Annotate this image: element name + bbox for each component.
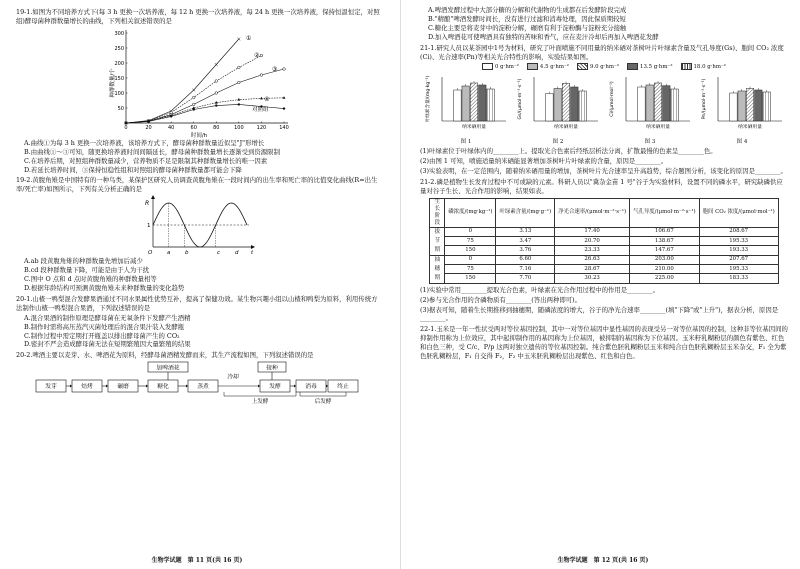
q19-1-option-a: A.曲线①为每 3 h 更换一次培养液，该培养方式下，酵母菌种群数量近似呈"J"形增长 bbox=[24, 138, 265, 147]
fig1-point bbox=[260, 54, 263, 57]
fig1-point bbox=[215, 92, 218, 95]
fig1-x-tick-label: 140 bbox=[279, 124, 289, 131]
cell: 3.13 bbox=[496, 227, 555, 236]
beer-process-flowchart bbox=[34, 361, 364, 405]
bar-0 bbox=[454, 90, 462, 121]
q20-2-stem: 20-2.啤酒主要以麦芽、水、啤酒花为原料，经酵母菌酒精发酵而来，其生产流程如图，下列叙述错误的是 bbox=[16, 351, 314, 360]
q20-2-option-b: B."精酿"啤酒发酵时间长，没有进行过滤和消毒处理，因此保质期较短 bbox=[428, 14, 626, 23]
bar-chart-ylabel: Pn/(μmol·m⁻²·s⁻¹) bbox=[702, 79, 707, 120]
cell: 3.76 bbox=[496, 246, 555, 255]
bar-chart-ylabel: 叶绿素含量/(mg·kg⁻¹) bbox=[426, 75, 431, 123]
bar-chart-ylabel: Ci/(μmol·mol⁻¹) bbox=[610, 81, 615, 118]
table-row bbox=[430, 246, 778, 255]
q21-1-sub2: (2)由图 1 可知，喷施适量纳米硒能显著增加茶树叶片叶绿素的含量，原因是________。 bbox=[420, 157, 668, 166]
chart-3-caption: 图 3 bbox=[644, 139, 656, 146]
fig1-point bbox=[193, 108, 195, 110]
bar-chart-xlabel: 纳米硒用量 bbox=[738, 125, 762, 131]
cell: 20.70 bbox=[555, 237, 630, 246]
legend-item-3: 13.5 g·hm⁻² bbox=[627, 63, 672, 72]
fig1-y-tick-label: 100 bbox=[114, 90, 124, 97]
phosphorus-table bbox=[429, 198, 778, 284]
th-gs: 气孔导度/(μmol·m⁻²·s⁻¹) bbox=[630, 198, 700, 227]
flow-top-inoculate: 接种 bbox=[266, 365, 278, 372]
th-stage: 生长阶段 bbox=[430, 198, 445, 227]
q20-2-option-a: A.啤酒发酵过程中大部分糖的分解和代谢物的生成都在后发酵阶段完成 bbox=[428, 6, 627, 14]
legend-item-2: 9.0 g·hm⁻² bbox=[577, 63, 619, 72]
stage-heading: 抽穗期 bbox=[430, 255, 445, 283]
q19-1-option-c: C.在培养后期，对照组种群数量减少，营养物质不足是限制其种群数量增长的唯一因素 bbox=[24, 156, 268, 165]
q22-1-stem: 22-1.玉米是一年一性状受两对等位基因控制，其中一对等位基因中显性基因的表现受另一对等位基因的控制，这种非等位基因间的抑制作用称为上位效应，其中起抑制作用的基因称为上位基因，被抑制的基因称为下位基因。玉米籽乳糊粉层的颜色有紫色、红色和白色三种，受 C/c、P/p 这两对独立遗传的等位基因控制。纯合紫色胚乳糊粉层玉米和纯合白色胚乳糊粉层玉米杂交，F₁ 全为紫色胚乳糊粉层，F₁ 自交得 F₂，F₂ 中玉米胚乳糊粉层出现紫色、红色和白色。 bbox=[420, 325, 788, 361]
bar-9.0 bbox=[470, 83, 478, 121]
legend-item-4: 18.0 g·hm⁻² bbox=[681, 63, 726, 72]
cell: 207.67 bbox=[699, 255, 778, 264]
q20-2-option-c: C.糖化主要是将麦芽中的淀粉分解，碾磨有利于淀粉酶与淀粉充分接触 bbox=[428, 23, 627, 32]
flow-sub-post-ferment: 后发酵 bbox=[314, 399, 332, 406]
q20-1-stem: 20-1.山楂一鸭梨混合发酵果酒通过不同水果属性优势互补，提高了保健功效。某生物兴趣小组以山楂和鸭梨为原料，利用传统方法制作山楂一鸭梨混合果酒，下列叙述错误的是 bbox=[16, 294, 378, 312]
flow-sub-main-ferment: 上发酵 bbox=[251, 399, 269, 406]
gs-bar-chart bbox=[514, 73, 602, 135]
bar-4.5 bbox=[554, 89, 562, 122]
fig1-y-tick-label: 50 bbox=[117, 105, 124, 112]
bar-18.0 bbox=[487, 89, 495, 121]
fig2-label-a: a bbox=[167, 250, 171, 257]
fig2-label-o: O bbox=[148, 250, 153, 257]
q19-2-option-a: A.ab 段黄腹角雉的种群数量先增加后减少 bbox=[24, 257, 143, 266]
q19-2-option-c: C.图中 O 点和 d 点时黄腹角雉的种群数量相等 bbox=[24, 275, 157, 284]
cell: 193.33 bbox=[699, 246, 778, 255]
q19-2-option-b: B.cd 段种群数量下降，可能是由于人为干扰 bbox=[24, 266, 150, 275]
cell: 106.67 bbox=[630, 227, 700, 236]
th-pn: 净光合速率/(μmol·m⁻²·s⁻¹) bbox=[555, 198, 630, 227]
fig1-x-tick-label: 40 bbox=[167, 124, 175, 131]
cell: 6.60 bbox=[496, 255, 555, 264]
flow-label-7: 消毒 bbox=[305, 384, 317, 391]
fig1-point bbox=[192, 88, 195, 91]
chlorophyll-bar-chart bbox=[422, 73, 510, 135]
cell: 210.00 bbox=[630, 265, 700, 274]
cell: 30.23 bbox=[555, 274, 630, 283]
r-ratio-chart bbox=[139, 195, 259, 257]
bar-13.5 bbox=[479, 85, 487, 121]
bar-chart-ylabel: Gs/(μmol·m⁻²·s⁻¹) bbox=[518, 78, 523, 120]
cell: 183.33 bbox=[699, 274, 778, 283]
table-row bbox=[430, 265, 778, 274]
footer-right: 生物学试题 第 12 页(共 16 页) bbox=[557, 557, 649, 565]
fig1-point bbox=[238, 81, 241, 84]
cell: 150 bbox=[445, 246, 496, 255]
bar-18.0 bbox=[579, 91, 587, 121]
ci-bar-chart bbox=[606, 73, 694, 135]
chart-4 bbox=[698, 73, 786, 147]
fig1-x-tick-label: 100 bbox=[234, 124, 244, 131]
legend-item-1: 4.5 g·hm⁻² bbox=[527, 63, 569, 72]
cell: 195.33 bbox=[699, 265, 778, 274]
cell: 208.67 bbox=[699, 227, 778, 236]
chart-1 bbox=[422, 73, 510, 147]
bar-13.5 bbox=[755, 90, 763, 121]
fig2-label-b: b bbox=[185, 250, 189, 257]
fig1-point bbox=[283, 68, 286, 71]
fig1-series-line-1 bbox=[126, 55, 261, 123]
fig1-point bbox=[215, 63, 218, 66]
cell: 17.40 bbox=[555, 227, 630, 236]
bar-4.5 bbox=[462, 86, 470, 121]
fig1-point bbox=[215, 104, 217, 106]
flow-top-hops: 加啤酒花 bbox=[156, 365, 180, 372]
fig1-point bbox=[283, 107, 285, 109]
fig1-y-tick-label: 150 bbox=[114, 75, 124, 82]
fig1-point bbox=[260, 74, 263, 77]
fig1-ylabel: 种群数量/个 bbox=[110, 68, 116, 98]
chart-2-caption: 图 2 bbox=[552, 139, 564, 146]
fig1-x-tick-label: 20 bbox=[145, 124, 152, 131]
flow-label-cool: 冷却 bbox=[227, 374, 239, 381]
cell: 26.63 bbox=[555, 255, 630, 264]
chart-1-caption: 图 1 bbox=[460, 139, 472, 146]
bar-9.0 bbox=[654, 83, 662, 121]
page-left bbox=[0, 0, 394, 569]
flow-label-4: 蒸煮 bbox=[197, 384, 209, 391]
legend-item-0: 0 g·hm⁻² bbox=[482, 63, 519, 72]
th-ci: 胞间 CO₂ 浓度/(μmol·mol⁻¹) bbox=[699, 198, 778, 227]
th-p: 磷浓度/(mg·kg⁻¹) bbox=[445, 198, 496, 227]
fig1-label-2: ② bbox=[254, 51, 260, 59]
bar-4.5 bbox=[738, 91, 746, 121]
fig1-point bbox=[238, 103, 240, 105]
flow-arrow-head bbox=[186, 385, 188, 388]
fig2-label-d: d bbox=[235, 250, 239, 257]
table-row bbox=[430, 227, 778, 236]
fig1-label-ctrl: 对照组 bbox=[252, 106, 269, 113]
bar-chart-legend bbox=[420, 63, 788, 72]
bar-13.5 bbox=[571, 87, 579, 121]
bar-4.5 bbox=[646, 85, 654, 121]
fig1-point bbox=[238, 66, 241, 69]
flow-arrow-head bbox=[106, 385, 108, 388]
flow-label-8: 终止 bbox=[337, 384, 349, 391]
bar-18.0 bbox=[763, 92, 771, 121]
q19-1-stem: 19-1.如图为不同培养方式下(每 3 h 更换一次培养液，每 12 h 更换一次培养液，每 24 h 更换一次培养液，保持恒温恒定，对照组)酵母菌种群数量增长的曲线，下列相关叙述错误的是 bbox=[16, 8, 380, 25]
cell: 7.70 bbox=[496, 274, 555, 283]
q20-1-option-d: D.密封不严会造成酵母菌无法在短期繁殖因大量繁殖的结果 bbox=[24, 340, 191, 349]
cell: 0 bbox=[445, 227, 496, 236]
cell: 75 bbox=[445, 237, 496, 246]
flow-label-2: 碾磨 bbox=[117, 384, 129, 391]
q19-1-option-b: B.由曲线①～③可知，随更换培养液时间间隔延长，酵母菌种群数量增长逐渐受到资源限制 bbox=[24, 147, 280, 156]
cell: 138.67 bbox=[630, 237, 700, 246]
footer-left: 生物学试题 第 11 页(共 16 页) bbox=[151, 557, 243, 565]
fig1-x-tick-label: 60 bbox=[190, 124, 197, 131]
cell: 23.33 bbox=[555, 246, 630, 255]
fig1-point bbox=[192, 96, 195, 99]
pn-bar-chart bbox=[698, 73, 786, 135]
cell: 147.67 bbox=[630, 246, 700, 255]
flow-label-1: 焙烤 bbox=[81, 384, 93, 391]
cell: 3.47 bbox=[496, 237, 555, 246]
fig1-label-4: ④ bbox=[264, 95, 270, 103]
table-row bbox=[430, 237, 778, 246]
q19-2-stem: 19-2.黄腹角雉是中国特有的一种鸟类，某保护区研究人员调查黄腹角雉在一段时间内的出生率和死亡率的比值变化曲线(R=出生率/死亡率)如图所示，下列有关分析正确的是 bbox=[16, 176, 378, 194]
bar-0 bbox=[730, 93, 738, 121]
fig1-point bbox=[192, 103, 195, 106]
q21-1-sub1: (1)叶绿素位于叶绿体内的________上。提取光合色素后经纸层析法分离，扩散最慢的色素呈________色。 bbox=[420, 147, 717, 156]
fig1-label-3: ③ bbox=[272, 65, 278, 73]
fig1-x-tick-label: 120 bbox=[256, 124, 267, 131]
cell: 203.00 bbox=[630, 255, 700, 264]
q21-1-stem: 21-1.研究人员以某茶园中1号为材料，研究了叶面喷施不同用量的纳米硒对茶树叶片叶绿素含量及气孔导度(Gs)、胞间 CO₂ 浓度(Ci)、光合速率(Pn)等相关光合特性的影响，实验结果如图。 bbox=[420, 43, 784, 61]
bar-charts-row bbox=[420, 73, 788, 147]
flow-arrow-head bbox=[146, 385, 148, 388]
fig1-point bbox=[283, 96, 286, 99]
bar-13.5 bbox=[663, 86, 671, 121]
table-row bbox=[430, 274, 778, 283]
bar-9.0 bbox=[746, 89, 754, 122]
q20-1-option-a: A.混合果酒的制作原理是酵母菌在无氧条件下发酵产生酒精 bbox=[24, 313, 191, 322]
q21-1-sub3: (3)实验表明，在一定范围内，随着纳米硒用量的增加，茶树叶片光合速率呈升高趋势，综合题图分析，该变化的原因是________。 bbox=[420, 166, 787, 175]
fig1-y-tick-label: 200 bbox=[114, 60, 124, 67]
fig1-point bbox=[237, 37, 240, 40]
stage-jointing: 拔节期 bbox=[430, 227, 445, 255]
chart-3 bbox=[606, 73, 694, 147]
fig1-point bbox=[215, 80, 218, 83]
q21-2-sub1: (1)实验中常用________提取光合色素，叶绿素在光合作用过程中的作用是________。 bbox=[420, 285, 660, 294]
chart-4-caption: 图 4 bbox=[736, 139, 748, 146]
th-chl: 叶绿素含量/(mg·g⁻¹) bbox=[496, 198, 555, 227]
cell: 195.33 bbox=[699, 237, 778, 246]
fig1-x-tick-label: 0 bbox=[124, 124, 128, 131]
bar-chart-xlabel: 纳米硒用量 bbox=[554, 125, 578, 131]
bar-chart-xlabel: 纳米硒用量 bbox=[462, 125, 486, 131]
fig2-ylabel: R bbox=[145, 200, 150, 208]
bar-0 bbox=[638, 87, 646, 121]
fig1-series-line-0 bbox=[126, 39, 239, 123]
bar-chart-xlabel: 纳米硒用量 bbox=[646, 125, 670, 131]
fig2-label-t: t bbox=[251, 250, 254, 257]
fig1-x-tick-label: 80 bbox=[213, 124, 220, 131]
cell: 75 bbox=[445, 265, 496, 274]
bar-9.0 bbox=[562, 84, 570, 122]
bar-0 bbox=[546, 94, 554, 122]
fig1-y-tick-label: 300 bbox=[114, 30, 124, 37]
table-row bbox=[430, 255, 778, 264]
flow-label-6: 发酵 bbox=[269, 384, 281, 391]
q20-1-option-b: B.制作时需将高压蒸汽灭菌处理后的混合果汁装入发酵瓶 bbox=[24, 322, 185, 331]
cell: 7.16 bbox=[496, 265, 555, 274]
flow-label-0: 发芽 bbox=[45, 384, 57, 391]
cell: 0 bbox=[445, 255, 496, 264]
fig1-label-1: ① bbox=[246, 34, 252, 42]
q19-2-option-d: D.根据年龄结构可预测黄腹角雉未来种群数量的变化趋势 bbox=[24, 283, 185, 292]
chart-2 bbox=[514, 73, 602, 147]
q21-2-sub2: (2)参与光合作用的含磷物质有________(答出两种即可)。 bbox=[420, 295, 582, 304]
table-header-row bbox=[430, 198, 778, 227]
fig1-point bbox=[237, 98, 240, 101]
fig1-point bbox=[147, 120, 149, 122]
q19-1-option-d: D.若延长培养时间，③保持恒稳性组和对照组的酵母菌种群数量都可能会下降 bbox=[24, 165, 242, 174]
flow-label-3: 糖化 bbox=[157, 384, 169, 391]
fig2-label-c: c bbox=[217, 250, 221, 257]
fig2-one: 1 bbox=[147, 223, 151, 230]
cell: 28.67 bbox=[555, 265, 630, 274]
q21-2-stem: 21-2.磷是植物生长发育过程中不可或缺的元素。科研人员以"冀杂金苗 1 号"谷子为实验材料，设置不同的磷水平，研究缺磷供应量对谷子生长、光合作用的影响，结果如表。 bbox=[420, 177, 783, 195]
page-right bbox=[406, 0, 800, 569]
q20-2-option-d: D.加入啤酒花可使啤酒具有独特的苦味和香气，应在麦汁冷却后再加入啤酒花发酵 bbox=[428, 32, 659, 41]
page-divider bbox=[400, 0, 401, 569]
cell: 225.00 bbox=[630, 274, 700, 283]
bar-18.0 bbox=[671, 89, 679, 121]
q21-2-sub3: (3)据表可知，随着生长期推移到抽穗期，随磷浓度的增大，谷子的净光合速率________(填"下降"或"上升")，据表分析，原因是________。 bbox=[420, 305, 779, 323]
q20-1-option-c: C.制作过程中需定期打开瓶盖以排出酵母菌产生的 CO₂ bbox=[24, 331, 180, 340]
fig1-point bbox=[125, 122, 127, 124]
flow-arrow-head bbox=[70, 385, 72, 388]
fig1-xlabel: 时间/h bbox=[190, 132, 208, 139]
growth-curve-chart bbox=[104, 27, 294, 139]
cell: 150 bbox=[445, 274, 496, 283]
fig1-point bbox=[170, 115, 172, 117]
fig1-y-tick-label: 250 bbox=[114, 45, 124, 52]
